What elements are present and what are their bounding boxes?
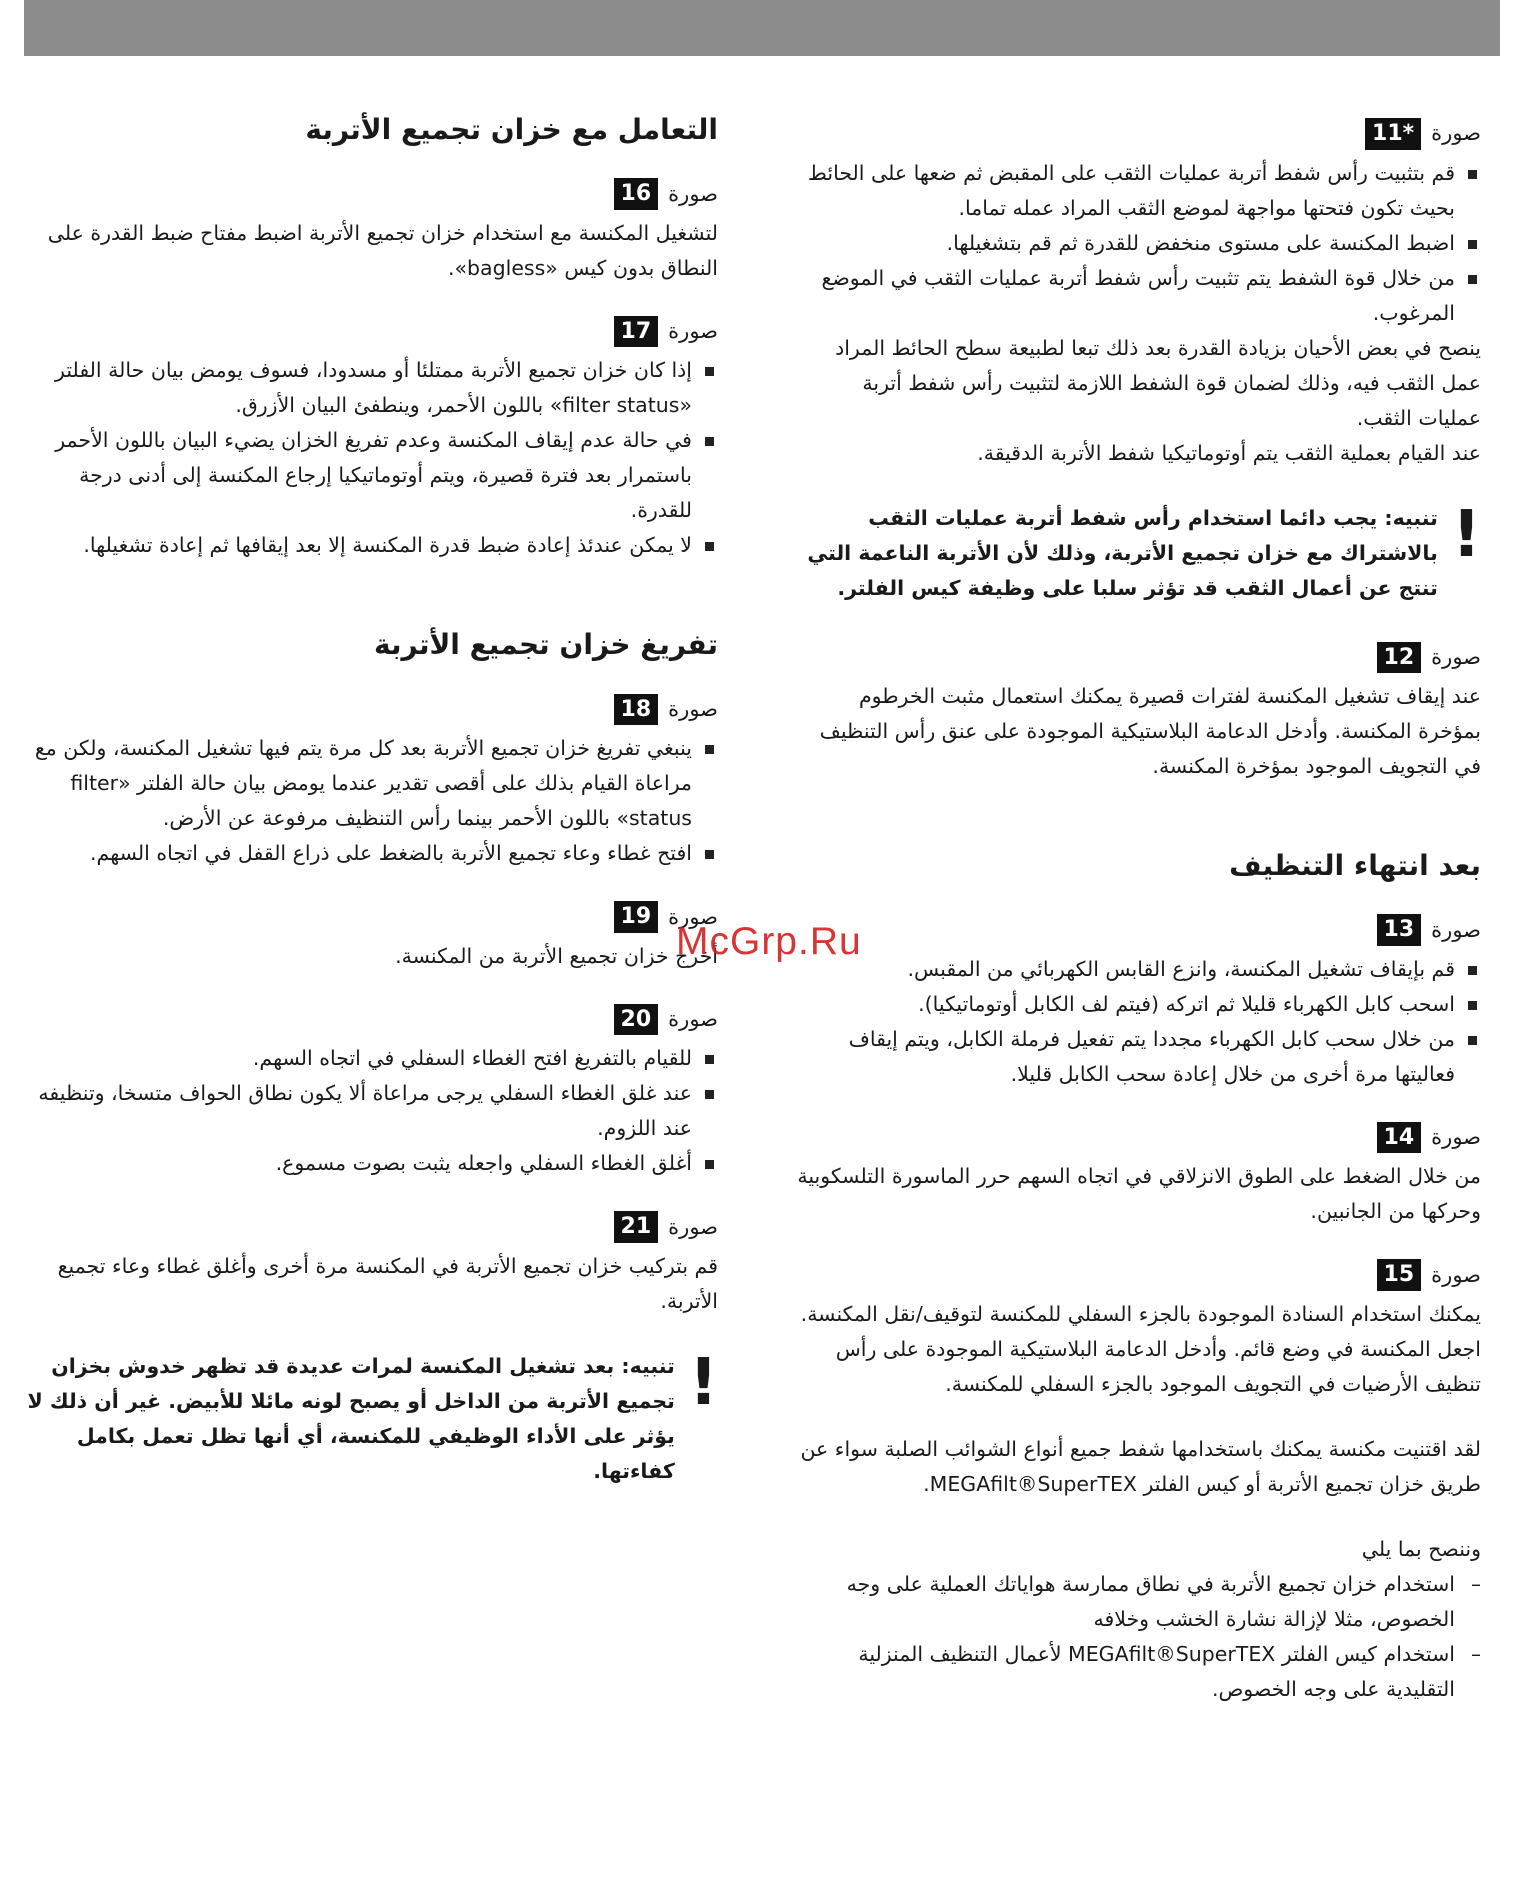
figure-word: صورة	[668, 904, 718, 929]
list-item: – استخدام كيس الفلتر MEGAfilt®SuperTEX لأعمال التنظيف المنزلية التقليدية على وجه الخصوص.	[795, 1637, 1481, 1707]
figure-number: 16	[614, 178, 659, 210]
exclamation-icon: !	[1451, 497, 1481, 572]
list-item: إذا كان خزان تجميع الأتربة ممتلئا أو مسدودا، فسوف يومض بيان حالة الفلتر «filter status» باللون الأحمر، وينطفئ البيان الأزرق.	[26, 353, 718, 423]
list-item: قم بإيقاف تشغيل المكنسة، وانزع القابس الكهربائي من المقبس.	[795, 952, 1481, 987]
figure-number: 15	[1377, 1259, 1422, 1291]
list-item: عند غلق الغطاء السفلي يرجى مراعاة ألا يكون نطاق الحواف متسخا، وتنظيفه عند اللزوم.	[26, 1076, 718, 1146]
watermark: McGrp.Ru	[676, 920, 862, 963]
figure-word: صورة	[668, 319, 718, 344]
section-fig-15	[795, 1259, 1481, 1402]
closing-section	[795, 1432, 1481, 1502]
paragraph: قم بتركيب خزان تجميع الأتربة في المكنسة مرة أخرى وأغلق غطاء وعاء تجميع الأتربة.	[57, 1253, 718, 1313]
bullet-list	[26, 1041, 718, 1181]
dash-list	[795, 1567, 1481, 1707]
figure-number: 12	[1377, 642, 1422, 674]
figure-label	[795, 1259, 1481, 1291]
list-item: من خلال سحب كابل الكهرباء مجددا يتم تفعيل فرملة الكابل، ويتم إيقاف فعاليتها مرة أخرى من خلال إعادة سحب الكابل قليلا.	[795, 1022, 1481, 1092]
figure-number: 17	[614, 316, 659, 348]
list-item: قم بتثبيت رأس شفط أتربة عمليات الثقب على المقبض ثم ضعها على الحائط بحيث تكون فتحتها مواجهة لموضع الثقب المراد عمله تماما.	[795, 156, 1481, 226]
figure-word: صورة	[1431, 1125, 1481, 1150]
figure-word: صورة	[1431, 121, 1481, 146]
section-fig-16	[26, 178, 718, 286]
bullet-list	[795, 156, 1481, 331]
figure-word: صورة	[668, 697, 718, 722]
figure-label	[26, 1004, 718, 1036]
paragraph: لقد اقتنيت مكنسة يمكنك باستخدامها شفط جميع أنواع الشوائب الصلبة سواء عن طريق خزان تجميع الأتربة أو كيس الفلتر MEGAfilt®SuperTEX.	[800, 1436, 1481, 1496]
list-item: افتح غطاء وعاء تجميع الأتربة بالضغط على ذراع القفل في اتجاه السهم.	[26, 836, 718, 871]
list-item: اضبط المكنسة على مستوى منخفض للقدرة ثم قم بتشغيلها.	[795, 226, 1481, 261]
figure-label	[26, 901, 718, 933]
list-item: – استخدام خزان تجميع الأتربة في نطاق ممارسة هواياتك العملية على وجه الخصوص، مثلا لإزالة نشارة الخشب وخلافه	[795, 1567, 1481, 1637]
paragraph: عند إيقاف تشغيل المكنسة لفترات قصيرة يمكنك استعمال مثبت الخرطوم بمؤخرة المكنسة. وأدخل الدعامة البلاستيكية الموجودة على عنق رأس التنظيف في التجويف الموجود بمؤخرة المكنسة.	[819, 684, 1481, 778]
paragraph: يمكنك استخدام السنادة الموجودة بالجزء السفلي للمكنسة لتوقيف/نقل المكنسة. اجعل المكنسة في وضع قائم. وأدخل الدعامة البلاستيكية الموجودة على رأس تنظيف الأرضيات في التجويف الموجود بالجزء السفلي للمكنسة.	[800, 1301, 1481, 1396]
figure-number: 11*	[1365, 118, 1421, 150]
exclamation-icon: !	[688, 1345, 718, 1420]
figure-number: 20	[614, 1004, 659, 1036]
right-column	[795, 118, 1481, 1737]
paragraph: لتشغيل المكنسة مع استخدام خزان تجميع الأتربة اضبط مفتاح ضبط القدرة على النطاق بدون كيس «bagless».	[47, 220, 718, 280]
figure-label	[795, 642, 1481, 674]
paragraph: من خلال الضغط على الطوق الانزلاقي في اتجاه السهم حرر الماسورة التلسكوبية وحركها من الجانبين.	[797, 1164, 1481, 1224]
figure-number: 18	[614, 694, 659, 726]
figure-word: صورة	[668, 1214, 718, 1239]
warning-note	[795, 497, 1481, 606]
list-item: للقيام بالتفريغ افتح الغطاء السفلي في اتجاه السهم.	[26, 1041, 718, 1076]
header-bar	[24, 0, 1500, 56]
figure-label	[26, 694, 718, 726]
list-item: لا يمكن عندئذ إعادة ضبط قدرة المكنسة إلا بعد إيقافها ثم إعادة تشغيلها.	[26, 528, 718, 563]
section-fig-12	[795, 642, 1481, 785]
figure-label	[26, 1211, 718, 1243]
section-heading: التعامل مع خزان تجميع الأتربة	[305, 113, 718, 146]
figure-word: صورة	[1431, 644, 1481, 669]
warning-note	[26, 1345, 718, 1489]
figure-number: 13	[1377, 914, 1422, 946]
section-fig-17	[26, 316, 718, 564]
left-column	[26, 112, 718, 1525]
recommend-section	[795, 1532, 1481, 1707]
figure-label	[26, 316, 718, 348]
paragraph: ينصح في بعض الأحيان بزيادة القدرة بعد ذلك تبعا لطبيعة سطح الحائط المراد عمل الثقب فيه، وذلك لضمان قوة الشفط اللازمة لتثبيت رأس شفط أتربة عمليات الثقب.	[835, 335, 1481, 430]
figure-label	[795, 1122, 1481, 1154]
section-fig-14	[795, 1122, 1481, 1230]
section-fig-21	[26, 1211, 718, 1319]
paragraph: أخرج خزان تجميع الأتربة من المكنسة.	[395, 943, 718, 968]
figure-word: صورة	[1431, 1262, 1481, 1287]
bullet-list	[26, 353, 718, 563]
figure-number: 14	[1377, 1122, 1422, 1154]
figure-number: 19	[614, 901, 659, 933]
warning-text: تنبيه: بعد تشغيل المكنسة لمرات عديدة قد تظهر خدوش بخزان تجميع الأتربة من الداخل أو يصبح لونه مائلا للأبيض. غير أن ذلك لا يؤثر على الأداء الوظيفي للمكنسة، أي أنها تظل تعمل بكامل كفاءتها.	[27, 1353, 675, 1483]
list-item: ينبغي تفريغ خزان تجميع الأتربة بعد كل مرة يتم فيها تشغيل المكنسة، ولكن مع مراعاة القيام بذلك على أقصى تقدير عندما يومض بيان حالة الفلتر «filter status» باللون الأحمر بينما رأس التنظيف مرفوعة عن الأرض.	[26, 731, 718, 836]
list-item: أغلق الغطاء السفلي واجعله يثبت بصوت مسموع.	[26, 1146, 718, 1181]
section-fig-20	[26, 1004, 718, 1182]
figure-word: صورة	[668, 181, 718, 206]
figure-number: 21	[614, 1211, 659, 1243]
recommend-title: وننصح بما يلي	[1361, 1536, 1481, 1561]
section-fig-18	[26, 694, 718, 872]
bullet-list	[795, 952, 1481, 1092]
warning-text: تنبيه: يجب دائما استخدام رأس شفط أتربة عمليات الثقب بالاشتراك مع خزان تجميع الأتربة، وذلك لأن الأتربة الناعمة التي تنتج عن أعمال الثقب قد تؤثر سلبا على وظيفة كيس الفلتر.	[807, 505, 1438, 600]
list-item: اسحب كابل الكهرباء قليلا ثم اتركه (فيتم لف الكابل أوتوماتيكيا).	[795, 987, 1481, 1022]
figure-word: صورة	[1431, 917, 1481, 942]
section-fig-13	[795, 914, 1481, 1092]
figure-word: صورة	[668, 1007, 718, 1032]
list-item: من خلال قوة الشفط يتم تثبيت رأس شفط أتربة عمليات الثقب في الموضع المرغوب.	[795, 261, 1481, 331]
figure-label	[795, 914, 1481, 946]
bullet-list	[26, 731, 718, 871]
list-item: في حالة عدم إيقاف المكنسة وعدم تفريغ الخزان يضيء البيان باللون الأحمر باستمرار بعد فترة قصيرة، ويتم أوتوماتيكيا إرجاع المكنسة إلى أدنى درجة للقدرة.	[26, 423, 718, 528]
figure-label	[795, 118, 1481, 150]
section-fig-11	[795, 118, 1481, 471]
section-heading: بعد انتهاء التنظيف	[1229, 849, 1481, 882]
section-fig-19	[26, 901, 718, 974]
figure-label	[26, 178, 718, 210]
paragraph: عند القيام بعملية الثقب يتم أوتوماتيكيا شفط الأتربة الدقيقة.	[977, 440, 1481, 465]
section-heading: تفريغ خزان تجميع الأتربة	[374, 628, 718, 662]
